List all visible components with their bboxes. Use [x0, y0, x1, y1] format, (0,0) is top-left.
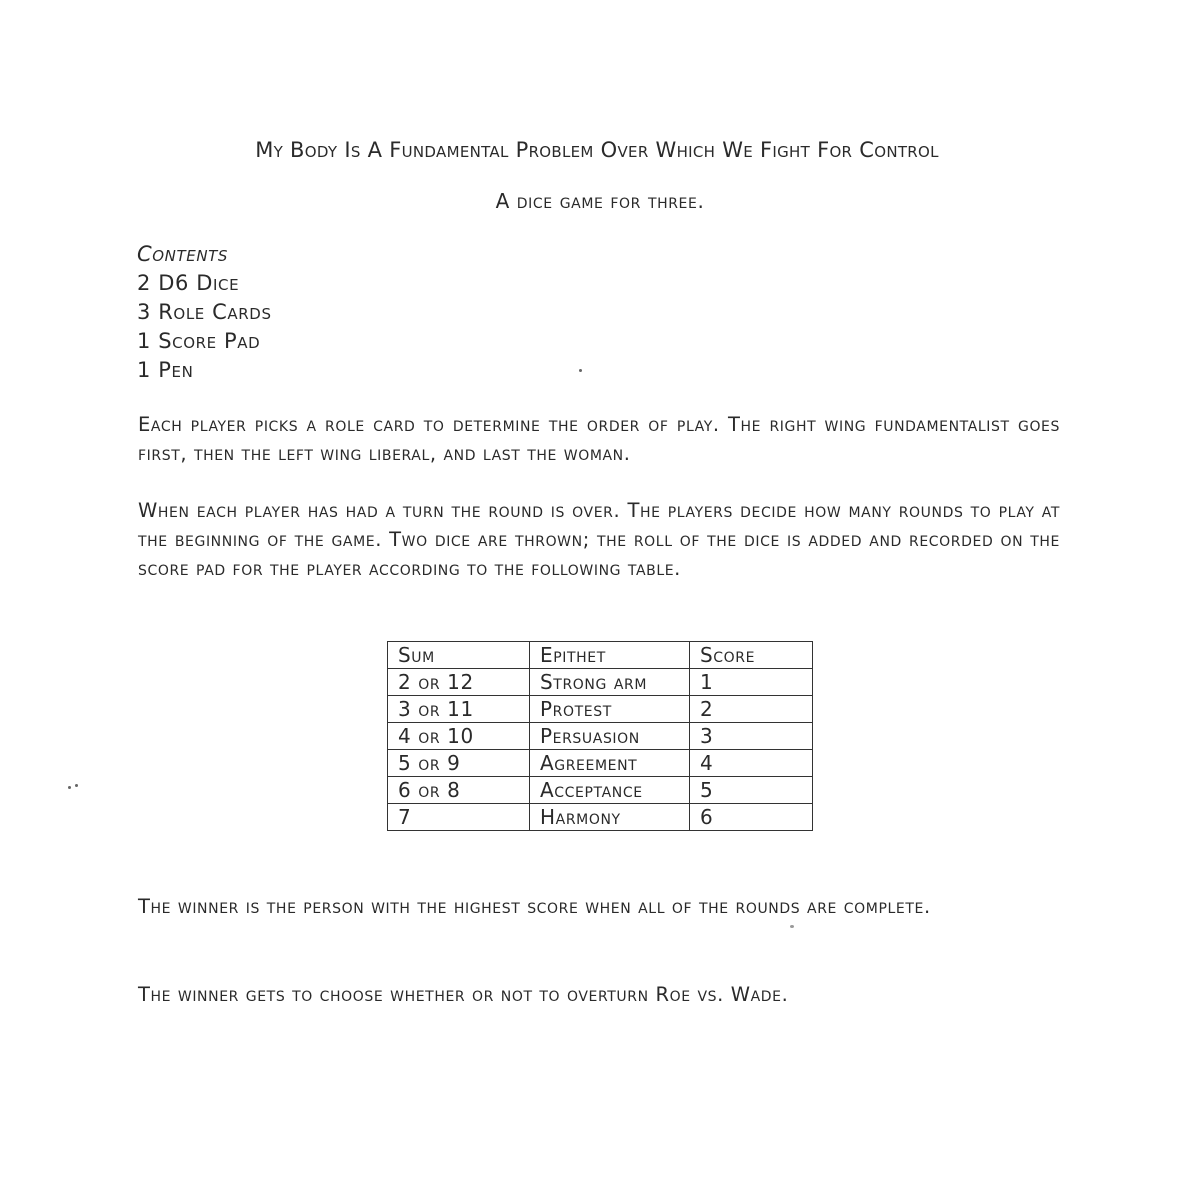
rounds-paragraph: When each player has had a turn the round is over. The players decide how many rounds to play at the beginning of the game. Two dice are thrown; the roll of the dice is added and recorded on the score pad for the player according to the following table. — [138, 499, 1060, 580]
winner-paragraph: The winner is the person with the highest score when all of the rounds are complete. — [138, 895, 931, 918]
score-table — [387, 641, 813, 831]
contents-list — [137, 240, 272, 385]
header-sum: Sum — [388, 642, 530, 669]
cell-epithet: Strong arm — [530, 669, 690, 696]
table-header-row — [388, 642, 813, 669]
cell-score: 6 — [690, 804, 813, 831]
scan-speck — [68, 786, 71, 789]
scan-speck — [790, 925, 794, 928]
cell-score: 4 — [690, 750, 813, 777]
contents-item: 1 Score Pad — [137, 329, 261, 353]
table-row — [388, 696, 813, 723]
cell-score: 1 — [690, 669, 813, 696]
cell-epithet: Protest — [530, 696, 690, 723]
cell-score: 5 — [690, 777, 813, 804]
scan-speck — [75, 784, 78, 787]
cell-score: 3 — [690, 723, 813, 750]
cell-epithet: Persuasion — [530, 723, 690, 750]
table-row — [388, 750, 813, 777]
cell-score: 2 — [690, 696, 813, 723]
contents-item: 3 Role Cards — [137, 300, 272, 324]
cell-epithet: Acceptance — [530, 777, 690, 804]
table-row — [388, 804, 813, 831]
contents-heading: Contents — [137, 242, 229, 266]
order-of-play-paragraph: Each player picks a role card to determine the order of play. The right wing fundamentalist goes first, then the left wing liberal, and last the woman. — [138, 413, 1060, 465]
cell-sum: 4 or 10 — [388, 723, 530, 750]
table-row — [388, 723, 813, 750]
cell-sum: 2 or 12 — [388, 669, 530, 696]
outcome-paragraph: The winner gets to choose whether or not to overturn Roe vs. Wade. — [138, 983, 789, 1006]
contents-item: 2 D6 Dice — [137, 271, 240, 295]
cell-sum: 3 or 11 — [388, 696, 530, 723]
header-score: Score — [690, 642, 813, 669]
header-epithet: Epithet — [530, 642, 690, 669]
table-row — [388, 669, 813, 696]
cell-sum: 6 or 8 — [388, 777, 530, 804]
cell-epithet: Agreement — [530, 750, 690, 777]
cell-epithet: Harmony — [530, 804, 690, 831]
document-subtitle: A dice game for three. — [495, 189, 705, 213]
document-title: My Body Is A Fundamental Problem Over Which We Fight For Control — [255, 138, 939, 162]
contents-item: 1 Pen — [137, 358, 194, 382]
scan-speck — [579, 369, 582, 372]
cell-sum: 7 — [388, 804, 530, 831]
cell-sum: 5 or 9 — [388, 750, 530, 777]
table-row — [388, 777, 813, 804]
